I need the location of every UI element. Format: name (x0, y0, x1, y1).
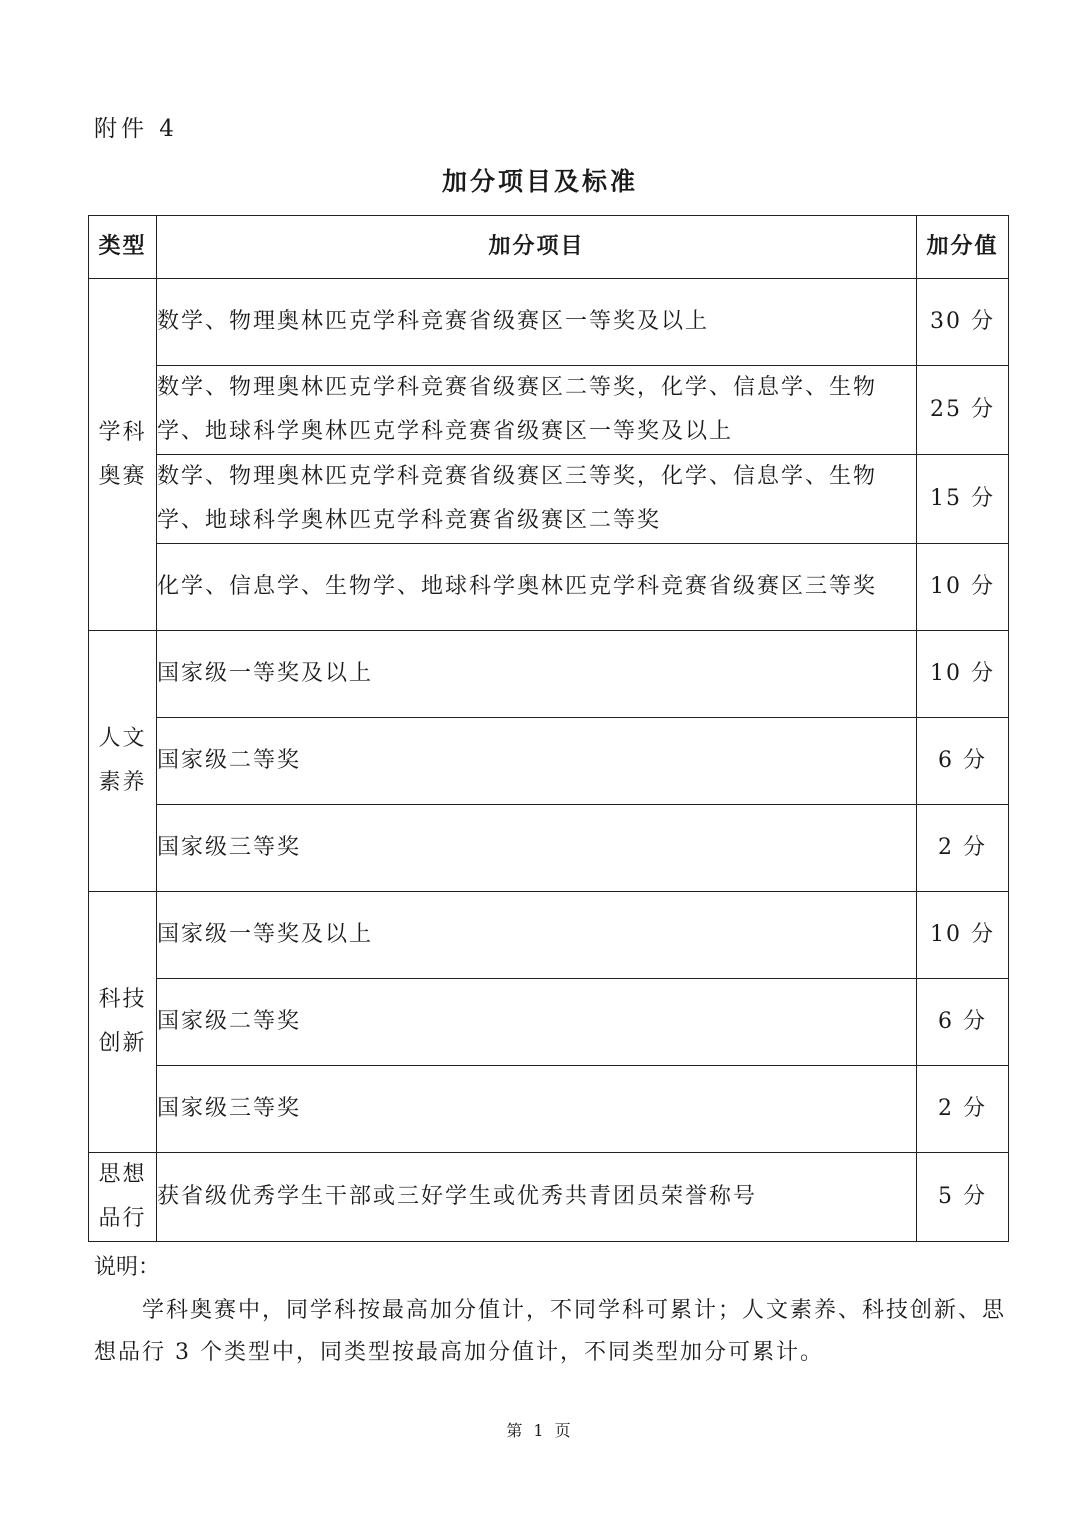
category-line: 品行 (98, 1206, 147, 1231)
note-body: 学科奥赛中，同学科按最高加分值计，不同学科可累计；人文素养、科技创新、思想品行 3 个类型中，同类型按最高加分值计，不同类型加分可累计。 (94, 1298, 1007, 1365)
category-line: 思想 (98, 1162, 147, 1187)
table-row (89, 631, 1009, 718)
table-row (89, 1153, 1009, 1242)
category-cell (89, 631, 157, 892)
points-cell: 5 分 (917, 1153, 1009, 1242)
points-cell: 6 分 (917, 979, 1009, 1066)
item-cell: 国家级二等奖 (157, 718, 917, 805)
header-item: 加分项目 (157, 216, 917, 279)
table-row (89, 979, 1009, 1066)
category-line: 素养 (98, 770, 147, 795)
header-type: 类型 (89, 216, 157, 279)
category-line: 创新 (98, 1031, 147, 1056)
table-row (89, 805, 1009, 892)
points-cell: 2 分 (917, 805, 1009, 892)
attachment-label: 附件 4 (94, 116, 178, 142)
item-cell: 数学、物理奥林匹克学科竞赛省级赛区三等奖，化学、信息学、生物学、地球科学奥林匹克学科竞赛省级赛区二等奖 (157, 455, 917, 544)
category-line: 科技 (98, 987, 147, 1012)
item-cell: 国家级一等奖及以上 (157, 631, 917, 718)
category-line: 学科 (98, 419, 147, 445)
item-cell: 数学、物理奥林匹克学科竞赛省级赛区一等奖及以上 (157, 279, 917, 366)
points-cell: 10 分 (917, 631, 1009, 718)
category-line: 奥赛 (98, 463, 147, 489)
page-title: 加分项目及标准 (441, 167, 638, 196)
points-cell: 6 分 (917, 718, 1009, 805)
points-cell: 10 分 (917, 544, 1009, 631)
bonus-points-table (88, 215, 1009, 1242)
item-cell: 国家级一等奖及以上 (157, 892, 917, 979)
table-row (89, 718, 1009, 805)
page-number: 第 1 页 (506, 1421, 574, 1440)
points-cell: 15 分 (917, 455, 1009, 544)
header-points: 加分值 (917, 216, 1009, 279)
points-cell: 30 分 (917, 279, 1009, 366)
note-label: 说明： (94, 1255, 161, 1280)
category-cell (89, 892, 157, 1153)
item-cell: 数学、物理奥林匹克学科竞赛省级赛区二等奖，化学、信息学、生物学、地球科学奥林匹克学科竞赛省级赛区一等奖及以上 (157, 366, 917, 455)
item-cell: 国家级三等奖 (157, 1066, 917, 1153)
item-cell: 国家级二等奖 (157, 979, 917, 1066)
table-row (89, 544, 1009, 631)
points-cell: 2 分 (917, 1066, 1009, 1153)
item-cell: 化学、信息学、生物学、地球科学奥林匹克学科竞赛省级赛区三等奖 (157, 544, 917, 631)
table-row (89, 455, 1009, 544)
category-cell (89, 1153, 157, 1242)
table-header-row (89, 216, 1009, 279)
table-row (89, 1066, 1009, 1153)
points-cell: 10 分 (917, 892, 1009, 979)
category-cell (89, 279, 157, 631)
points-cell: 25 分 (917, 366, 1009, 455)
table-row (89, 279, 1009, 366)
table-row (89, 366, 1009, 455)
category-line: 人文 (98, 726, 147, 751)
item-cell: 国家级三等奖 (157, 805, 917, 892)
item-cell: 获省级优秀学生干部或三好学生或优秀共青团员荣誉称号 (157, 1153, 917, 1242)
table-row (89, 892, 1009, 979)
